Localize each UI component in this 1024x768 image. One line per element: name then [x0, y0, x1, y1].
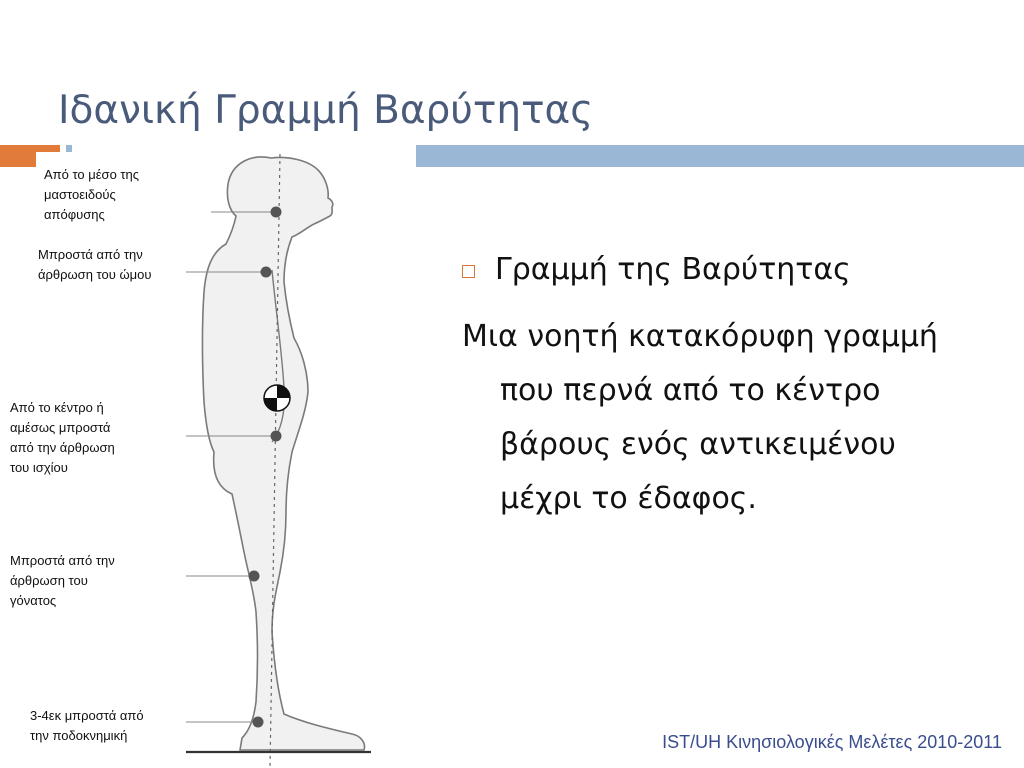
- square-bullet-icon: [462, 265, 475, 278]
- label-shoulder: Μπροστά από την άρθρωση του ώμου: [38, 245, 151, 285]
- paragraph-line-1: Μια νοητή κατακόρυφη γραμμή: [462, 319, 938, 354]
- label-ankle: 3-4εκ μπροστά από την ποδοκνημική: [30, 706, 144, 746]
- accent-bar-blue: [416, 145, 1024, 167]
- label-knee: Μπροστά από την άρθρωση του γόνατος: [10, 551, 115, 611]
- definition-paragraph: [462, 310, 1012, 526]
- center-of-gravity-icon: [264, 385, 290, 411]
- shoulder-marker: [261, 267, 272, 278]
- body-outline: [203, 157, 365, 750]
- footer-text: IST/UH Κινησιολογικές Μελέτες 2010-2011: [662, 732, 1002, 752]
- mastoid-marker: [271, 207, 282, 218]
- ankle-marker: [253, 717, 264, 728]
- page-title: Ιδανική Γραμμή Βαρύτητας: [58, 88, 594, 133]
- hip-marker: [271, 431, 282, 442]
- label-mastoid: Από το μέσο της μαστοειδούς απόφυσης: [44, 165, 139, 225]
- paragraph-line-2: που περνά από το κέντρο: [500, 373, 881, 408]
- paragraph-line-4: μέχρι το έδαφος.: [500, 481, 757, 516]
- label-hip: Από το κέντρο ή αμέσως μπροστά από την άρθρωση του ισχίου: [10, 398, 115, 478]
- bullet-text: Γραμμή της Βαρύτητας: [495, 252, 851, 287]
- knee-marker: [249, 571, 260, 582]
- bullet-item: [462, 252, 851, 287]
- paragraph-line-3: βάρους ενός αντικειμένου: [500, 427, 896, 462]
